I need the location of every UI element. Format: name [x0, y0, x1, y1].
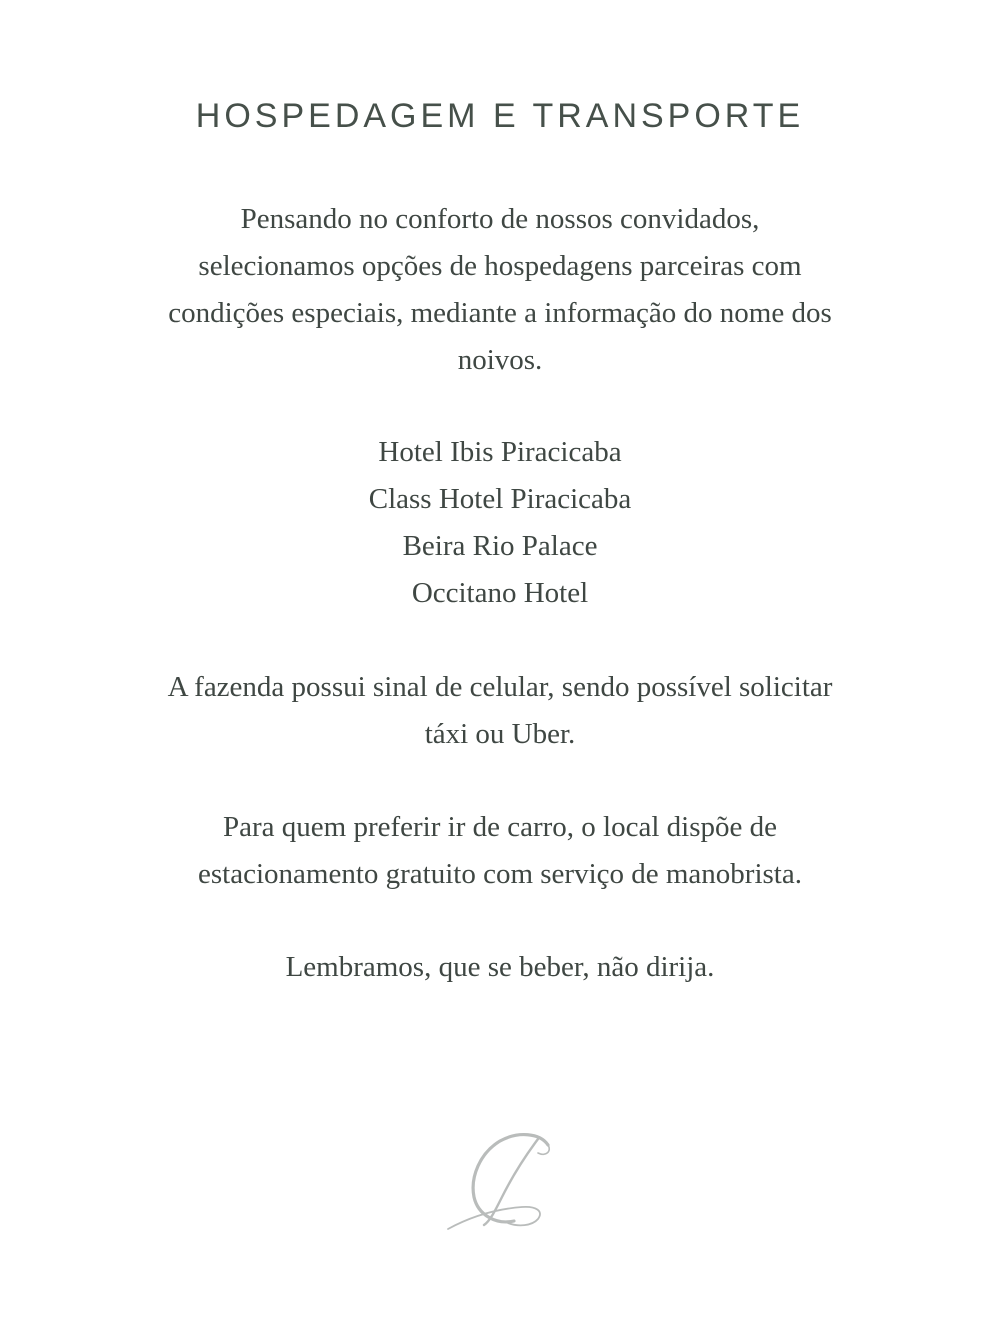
closing-line: Lembramos, que se beber, não dirija. — [285, 951, 715, 983]
car-line: estacionamento gratuito com serviço de manobrista. — [198, 858, 802, 890]
car-paragraph — [0, 804, 1000, 898]
transport-line: A fazenda possui sinal de celular, sendo possível solicitar — [167, 671, 833, 703]
intro-line: selecionamos opções de hospedagens parceiras com — [198, 250, 802, 282]
intro-line: condições especiais, mediante a informação do nome dos — [168, 297, 832, 329]
hotel-item: Class Hotel Piracicaba — [368, 483, 632, 515]
transport-line: táxi ou Uber. — [424, 718, 576, 750]
intro-line: noivos. — [457, 344, 543, 376]
script-monogram-icon — [440, 1125, 560, 1235]
hotel-item: Occitano Hotel — [411, 577, 589, 609]
car-line: Para quem preferir ir de carro, o local dispõe de — [223, 811, 777, 843]
transport-paragraph — [0, 664, 1000, 758]
page-title: HOSPEDAGEM E TRANSPORTE — [195, 97, 805, 135]
hotel-list — [0, 429, 1000, 617]
hotel-item: Hotel Ibis Piracicaba — [378, 436, 622, 468]
intro-paragraph — [0, 196, 1000, 384]
hotel-item: Beira Rio Palace — [402, 530, 598, 562]
intro-line: Pensando no conforto de nossos convidados, — [240, 203, 760, 235]
closing-paragraph — [0, 944, 1000, 991]
